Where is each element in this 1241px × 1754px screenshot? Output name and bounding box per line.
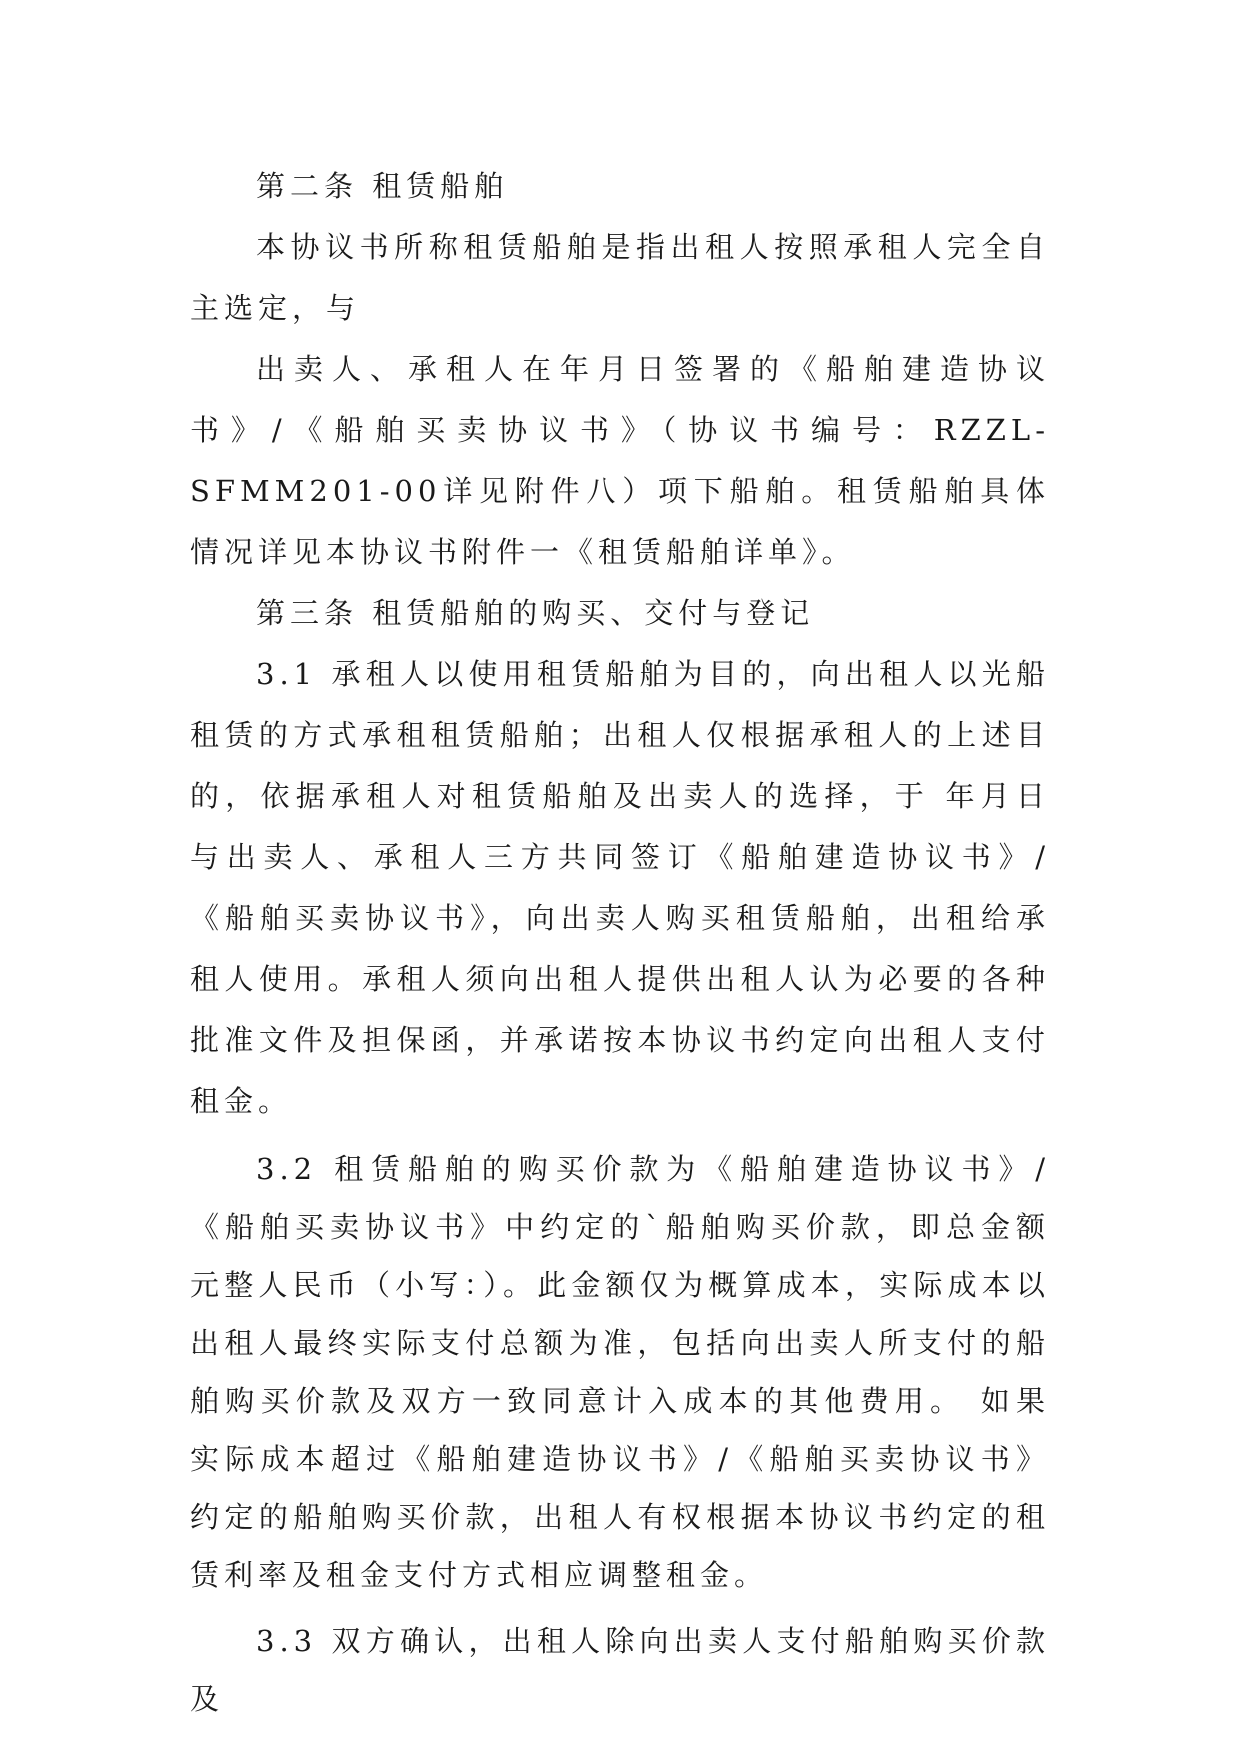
clause-3-3: 3.3 双方确认，出租人除向出卖人支付船舶购买价款及: [190, 1624, 1050, 1716]
article-2-ship-details: 出卖人、承租人在年月日签署的《船舶建造协议书》/《船舶买卖协议书》（协议书编号：RZZL-SFMM201-00详见附件八）项下船舶。租赁船舶具体情况详见本协议书附件一《租赁船舶详单》。: [190, 352, 1050, 569]
document-body: [190, 156, 1050, 1728]
clause-3-1: 3.1 承租人以使用租赁船舶为目的，向出租人以光船租赁的方式承租租赁船舶；出租人仅根据承租人的上述目的，依据承租人对租赁船舶及出卖人的选择，于 年月日与出卖人、承租人三方共同签订《船舶建造协议书》/《船舶买卖协议书》，向出卖人购买租赁船舶，出租给承租人使用。承租人须向出租人提供出租人认为必要的各种批准文件及担保函，并承诺按本协议书约定向出租人支付租金。: [190, 657, 1050, 1118]
article-2-heading: 第二条 租赁船舶: [256, 169, 509, 203]
clause-3-2: 3.2 租赁船舶的购买价款为《船舶建造协议书》/《船舶买卖协议书》中约定的`船舶购买价款，即总金额元整人民币（小写：）。此金额仅为概算成本，实际成本以出租人最终实际支付总额为准，包括向出卖人所支付的船舶购买价款及双方一致同意计入成本的其他费用。 如果实际成本超过《船舶建造协议书》/《船舶买卖协议书》约定的船舶购买价款，出租人有权根据本协议书约定的租赁利率及租金支付方式相应调整租金。: [190, 1152, 1050, 1592]
article-2-definition: 本协议书所称租赁船舶是指出租人按照承租人完全自主选定，与: [190, 230, 1050, 325]
article-3-heading: 第三条 租赁船舶的购买、交付与登记: [256, 596, 815, 630]
